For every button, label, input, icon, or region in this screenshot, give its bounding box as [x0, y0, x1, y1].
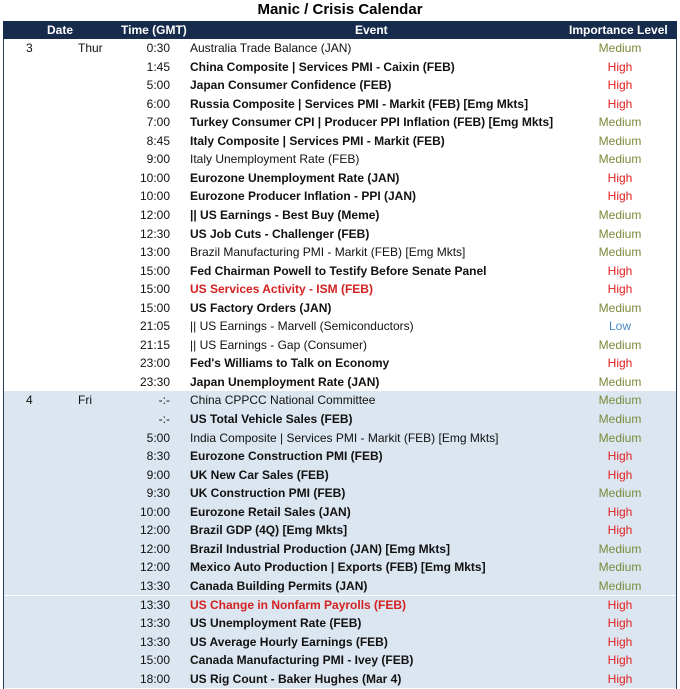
time-cell: 10:00 [139, 189, 170, 204]
importance-cell: Medium [598, 430, 642, 445]
table-row [4, 670, 676, 689]
event-cell: Japan Unemployment Rate (JAN) [190, 374, 380, 389]
importance-cell: High [607, 78, 633, 93]
time-cell: 10:00 [139, 504, 170, 519]
importance-cell: Medium [598, 374, 642, 389]
event-cell: Russia Composite | Services PMI - Markit (FEB) [Emg Mkts] [190, 96, 529, 111]
event-cell: US Change in Nonfarm Payrolls (FEB) [190, 597, 407, 612]
importance-cell: Medium [598, 541, 642, 556]
time-cell: 12:30 [139, 226, 170, 241]
importance-cell: High [607, 671, 633, 686]
event-cell: Eurozone Construction PMI (FEB) [190, 449, 383, 464]
event-cell: UK New Car Sales (FEB) [190, 467, 329, 482]
time-cell: 15:00 [139, 263, 170, 278]
time-cell: 15:00 [139, 282, 170, 297]
time-cell: 9:30 [146, 486, 170, 501]
time-cell: 13:30 [139, 634, 170, 649]
event-cell: US Services Activity - ISM (FEB) [190, 282, 373, 297]
importance-cell: Medium [598, 393, 642, 408]
importance-cell: High [607, 597, 633, 612]
calendar-table-body [3, 39, 677, 689]
event-cell: US Average Hourly Earnings (FEB) [190, 634, 388, 649]
time-cell: 6:00 [146, 96, 170, 111]
date-cell: 3 [26, 41, 33, 55]
event-cell: US Factory Orders (JAN) [190, 300, 332, 315]
time-cell: 15:00 [139, 300, 170, 315]
event-cell: Brazil Manufacturing PMI - Markit (FEB) [Emg Mkts] [190, 245, 466, 260]
event-cell: Eurozone Retail Sales (JAN) [190, 504, 351, 519]
event-cell: Canada Building Permits (JAN) [190, 578, 368, 593]
table-row [4, 206, 676, 225]
event-cell: UK Construction PMI (FEB) [190, 486, 346, 501]
event-cell: Italy Composite | Services PMI - Markit (FEB) [190, 133, 445, 148]
importance-cell: High [607, 282, 633, 297]
day-cell: Thur [78, 41, 103, 55]
table-row [4, 410, 676, 429]
event-cell: US Rig Count - Baker Hughes (Mar 4) [190, 671, 402, 686]
time-cell: -:- [158, 412, 170, 426]
table-row [4, 262, 676, 281]
table-row [4, 651, 676, 670]
table-row [4, 95, 676, 114]
event-cell: || US Earnings - Gap (Consumer) [190, 337, 367, 352]
table-row [4, 447, 676, 466]
time-cell: 0:30 [146, 41, 170, 55]
time-cell: 12:00 [139, 560, 170, 575]
time-cell: 21:15 [139, 337, 170, 352]
importance-cell: Medium [598, 41, 642, 55]
table-row [4, 187, 676, 206]
time-cell: 13:00 [139, 245, 170, 260]
time-cell: 23:30 [139, 374, 170, 389]
table-row [4, 429, 676, 448]
time-cell: 9:00 [146, 152, 170, 167]
time-cell: 18:00 [139, 671, 170, 686]
time-cell: 13:30 [139, 578, 170, 593]
table-row [4, 39, 676, 58]
table-row [4, 113, 676, 132]
header-time: Time (GMT) [121, 23, 187, 37]
table-row [4, 558, 676, 577]
table-row [4, 317, 676, 336]
time-cell: 23:00 [139, 356, 170, 371]
event-cell: Eurozone Unemployment Rate (JAN) [190, 170, 400, 185]
event-cell: US Job Cuts - Challenger (FEB) [190, 226, 370, 241]
importance-cell: High [607, 467, 633, 482]
table-row [4, 336, 676, 355]
event-cell: Australia Trade Balance (JAN) [190, 41, 352, 55]
time-cell: 13:30 [139, 616, 170, 631]
importance-cell: Medium [598, 486, 642, 501]
importance-cell: High [607, 653, 633, 668]
date-cell: 4 [26, 393, 33, 408]
table-row [4, 354, 676, 373]
table-row [4, 150, 676, 169]
table-row [4, 466, 676, 485]
table-row [4, 540, 676, 559]
table-row [4, 169, 676, 188]
time-cell: 7:00 [146, 115, 170, 130]
day-cell: Fri [78, 393, 92, 408]
time-cell: 5:00 [146, 430, 170, 445]
importance-cell: Low [608, 319, 631, 334]
table-row [4, 521, 676, 540]
importance-cell: High [607, 59, 633, 74]
importance-cell: Medium [598, 207, 642, 222]
importance-cell: High [607, 523, 633, 538]
time-cell: 12:00 [139, 207, 170, 222]
importance-cell: High [607, 634, 633, 649]
importance-cell: Medium [598, 560, 642, 575]
importance-cell: Medium [598, 226, 642, 241]
table-row [4, 633, 676, 652]
table-row [4, 280, 676, 299]
time-cell: 8:45 [146, 133, 170, 148]
event-cell: || US Earnings - Marvell (Semiconductors) [190, 319, 414, 334]
event-cell: Eurozone Producer Inflation - PPI (JAN) [190, 189, 417, 204]
table-row [4, 299, 676, 318]
event-cell: China CPPCC National Committee [190, 393, 376, 408]
header-date: Date [47, 23, 74, 37]
time-cell: 9:00 [146, 467, 170, 482]
time-cell: 12:00 [139, 523, 170, 538]
table-row [4, 614, 676, 633]
event-cell: Turkey Consumer CPI | Producer PPI Inflation (FEB) [Emg Mkts] [190, 115, 554, 130]
importance-cell: High [607, 449, 633, 464]
time-cell: 12:00 [139, 541, 170, 556]
table-row [4, 373, 676, 392]
time-cell: 21:05 [139, 319, 170, 334]
table-row [4, 596, 676, 615]
table-row [4, 58, 676, 77]
table-row [4, 503, 676, 522]
table-row [4, 391, 676, 410]
event-cell: China Composite | Services PMI - Caixin (FEB) [190, 59, 455, 74]
importance-cell: High [607, 356, 633, 371]
event-cell: || US Earnings - Best Buy (Meme) [190, 207, 380, 222]
importance-cell: High [607, 170, 633, 185]
header-importance: Importance Level [569, 23, 668, 37]
importance-cell: Medium [598, 152, 642, 167]
table-header [3, 21, 677, 39]
time-cell: 10:00 [139, 170, 170, 185]
time-cell: 5:00 [146, 78, 170, 93]
importance-cell: High [607, 263, 633, 278]
time-cell: -:- [158, 393, 170, 408]
event-cell: Fed's Williams to Talk on Economy [190, 356, 390, 371]
importance-cell: High [607, 616, 633, 631]
importance-cell: Medium [598, 300, 642, 315]
importance-cell: High [607, 189, 633, 204]
event-cell: US Unemployment Rate (FEB) [190, 616, 362, 631]
importance-cell: High [607, 96, 633, 111]
header-event: Event [355, 23, 388, 37]
importance-cell: Medium [598, 133, 642, 148]
table-row [4, 243, 676, 262]
importance-cell: Medium [598, 115, 642, 130]
time-cell: 13:30 [139, 597, 170, 612]
time-cell: 15:00 [139, 653, 170, 668]
time-cell: 1:45 [146, 59, 170, 74]
importance-cell: High [607, 504, 633, 519]
table-row [4, 76, 676, 95]
importance-cell: Medium [598, 578, 642, 593]
table-row [4, 577, 676, 596]
event-cell: Japan Consumer Confidence (FEB) [190, 78, 392, 93]
event-cell: Brazil GDP (4Q) [Emg Mkts] [190, 523, 348, 538]
importance-cell: Medium [598, 245, 642, 260]
event-cell: Mexico Auto Production | Exports (FEB) [Emg Mkts] [190, 560, 486, 575]
event-cell: Brazil Industrial Production (JAN) [Emg Mkts] [190, 541, 451, 556]
event-cell: Canada Manufacturing PMI - Ivey (FEB) [190, 653, 414, 668]
table-row [4, 484, 676, 503]
importance-cell: Medium [598, 337, 642, 352]
event-cell: US Total Vehicle Sales (FEB) [190, 412, 353, 426]
time-cell: 8:30 [146, 449, 170, 464]
event-cell: India Composite | Services PMI - Markit (FEB) [Emg Mkts] [190, 430, 499, 445]
table-row [4, 132, 676, 151]
calendar-title: Manic / Crisis Calendar [257, 1, 423, 18]
event-cell: Italy Unemployment Rate (FEB) [190, 152, 360, 167]
table-row [4, 225, 676, 244]
importance-cell: Medium [598, 412, 642, 426]
event-cell: Fed Chairman Powell to Testify Before Senate Panel [190, 263, 487, 278]
